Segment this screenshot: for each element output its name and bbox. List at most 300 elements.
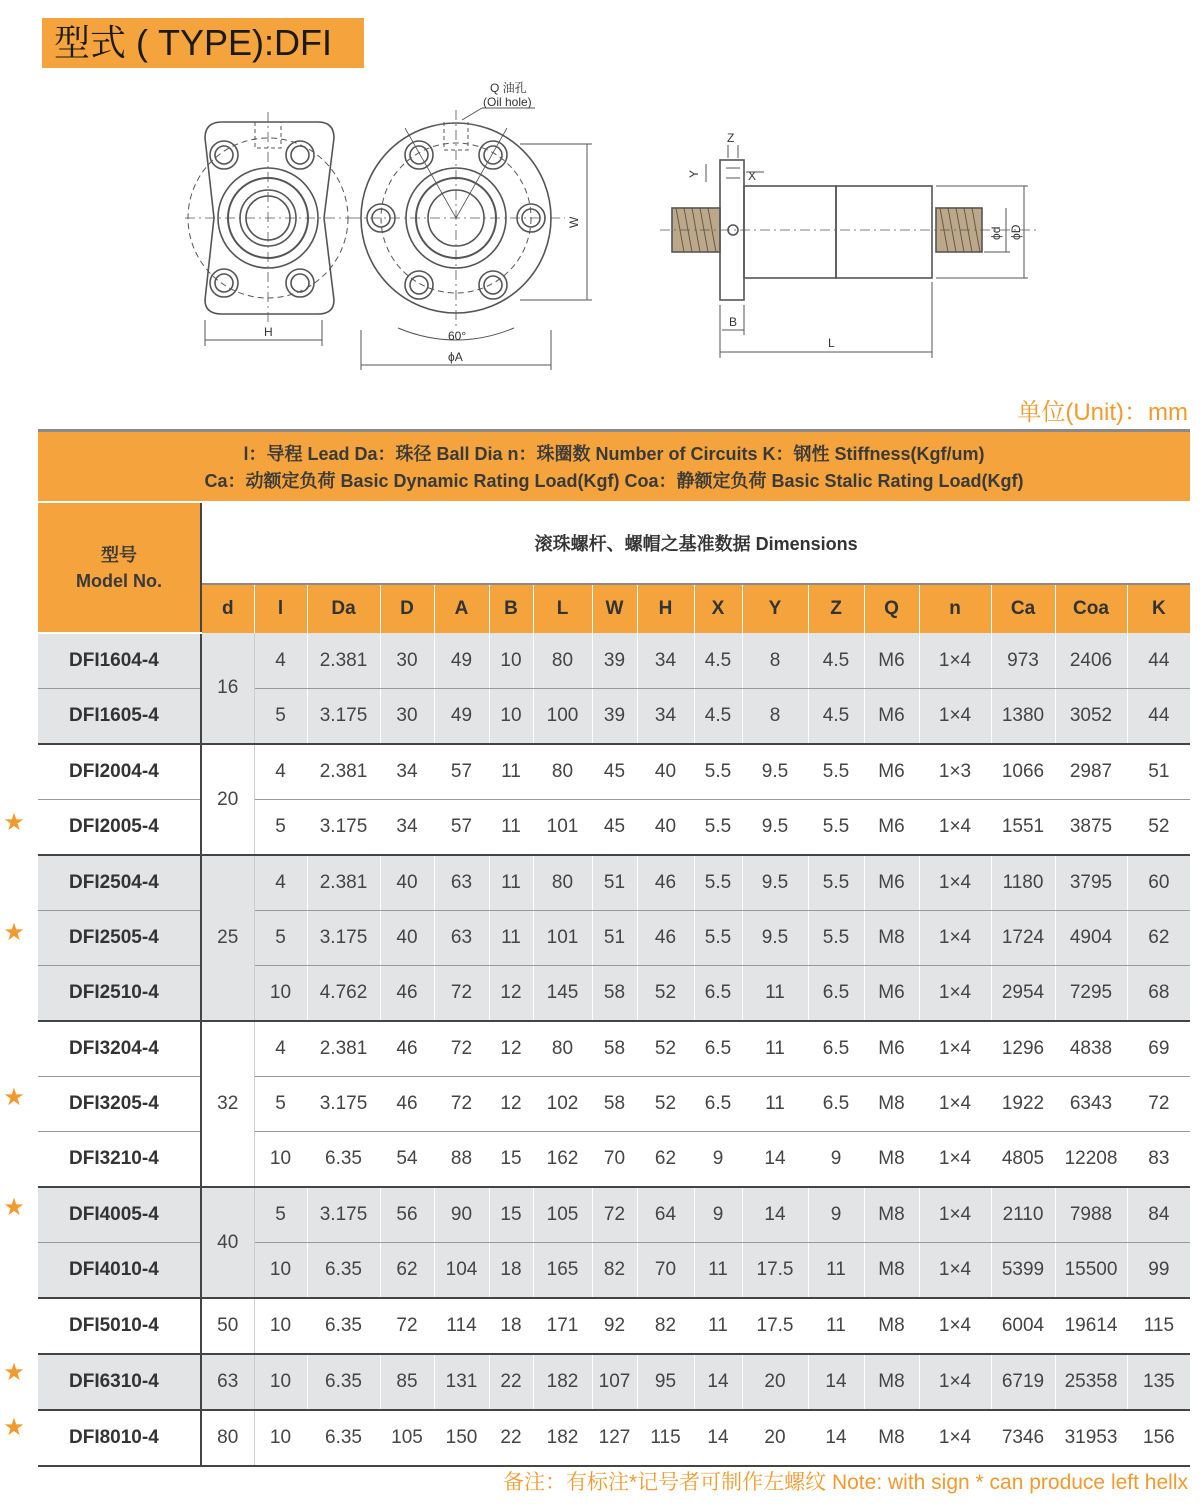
value-cell-b: 10	[489, 689, 533, 745]
value-cell-d: 62	[380, 1243, 434, 1299]
value-cell-w: 45	[592, 800, 637, 856]
value-cell-a: 72	[434, 966, 489, 1022]
value-cell-z: 4.5	[808, 689, 864, 745]
value-cell-n: 1×4	[919, 1021, 991, 1077]
dim-phi-a-label: ϕA	[448, 350, 463, 364]
value-cell-z: 6.5	[808, 1021, 864, 1077]
value-cell-l: 171	[533, 1298, 592, 1354]
value-cell-l: 10	[254, 1243, 307, 1299]
value-cell-k: 115	[1127, 1298, 1190, 1354]
d-cell: 50	[201, 1298, 254, 1354]
column-header-da: Da	[307, 584, 380, 633]
unit-label: 单位(Unit)：mm	[1017, 399, 1188, 426]
value-cell-d: 30	[380, 689, 434, 745]
value-cell-z: 4.5	[808, 633, 864, 689]
value-cell-b: 11	[489, 911, 533, 966]
value-cell-h: 62	[637, 1132, 694, 1188]
value-cell-w: 58	[592, 1021, 637, 1077]
value-cell-n: 1×3	[919, 744, 991, 800]
value-cell-x: 4.5	[694, 633, 742, 689]
value-cell-l: 5	[254, 911, 307, 966]
value-cell-z: 5.5	[808, 800, 864, 856]
oil-hole-label-en: (Oil hole)	[483, 95, 532, 109]
value-cell-q: M8	[864, 1077, 919, 1132]
value-cell-n: 1×4	[919, 633, 991, 689]
oil-hole-label-cn: Q 油孔	[490, 81, 527, 95]
value-cell-b: 12	[489, 1021, 533, 1077]
left-thread-star-icon: ★	[3, 919, 25, 946]
value-cell-b: 10	[489, 633, 533, 689]
value-cell-x: 5.5	[694, 911, 742, 966]
value-cell-d: 46	[380, 1077, 434, 1132]
value-cell-l: 10	[254, 1298, 307, 1354]
d-cell: 25	[201, 855, 254, 1021]
value-cell-l: 162	[533, 1132, 592, 1188]
value-cell-ca: 1180	[991, 855, 1055, 911]
value-cell-a: 104	[434, 1243, 489, 1299]
legend-line-1: l：导程 Lead Da：珠径 Ball Dia n：珠圈数 Number of Circuits K：钢性 Stiffness(Kgf/um)	[243, 444, 985, 464]
value-cell-k: 52	[1127, 800, 1190, 856]
value-cell-a: 90	[434, 1187, 489, 1243]
value-cell-h: 34	[637, 689, 694, 745]
value-cell-b: 11	[489, 744, 533, 800]
model-cell: DFI2505-4	[38, 911, 201, 966]
value-cell-l: 165	[533, 1243, 592, 1299]
value-cell-b: 11	[489, 855, 533, 911]
table-row	[38, 1410, 1190, 1466]
value-cell-k: 84	[1127, 1187, 1190, 1243]
value-cell-coa: 7988	[1055, 1187, 1127, 1243]
value-cell-a: 63	[434, 911, 489, 966]
value-cell-l: 80	[533, 633, 592, 689]
value-cell-d: 72	[380, 1298, 434, 1354]
d-cell: 20	[201, 744, 254, 855]
column-header-n: n	[919, 584, 991, 633]
model-cell: DFI1604-4	[38, 633, 201, 689]
value-cell-q: M8	[864, 1187, 919, 1243]
dim-x-label: X	[748, 169, 757, 183]
value-cell-y: 14	[742, 1132, 808, 1188]
value-cell-d: 40	[380, 855, 434, 911]
legend-bar	[38, 429, 1190, 501]
value-cell-w: 58	[592, 966, 637, 1022]
value-cell-y: 14	[742, 1187, 808, 1243]
value-cell-l: 5	[254, 1077, 307, 1132]
model-cell: DFI2504-4	[38, 855, 201, 911]
value-cell-n: 1×4	[919, 1410, 991, 1466]
value-cell-b: 22	[489, 1410, 533, 1466]
flange-front-view	[350, 108, 592, 370]
value-cell-ca: 7346	[991, 1410, 1055, 1466]
model-cell: DFI4005-4	[38, 1187, 201, 1243]
column-header-k: K	[1127, 584, 1190, 633]
column-header-row	[38, 584, 1190, 633]
table-row	[38, 633, 1190, 689]
column-header-ca: Ca	[991, 584, 1055, 633]
value-cell-q: M8	[864, 911, 919, 966]
model-cell: DFI2510-4	[38, 966, 201, 1022]
value-cell-y: 9.5	[742, 744, 808, 800]
value-cell-y: 9.5	[742, 911, 808, 966]
value-cell-l: 101	[533, 911, 592, 966]
value-cell-y: 20	[742, 1410, 808, 1466]
d-cell: 40	[201, 1187, 254, 1298]
value-cell-w: 92	[592, 1298, 637, 1354]
model-cell: DFI4010-4	[38, 1243, 201, 1299]
value-cell-n: 1×4	[919, 1298, 991, 1354]
value-cell-da: 2.381	[307, 744, 380, 800]
value-cell-h: 40	[637, 800, 694, 856]
value-cell-h: 52	[637, 1077, 694, 1132]
value-cell-y: 11	[742, 1021, 808, 1077]
value-cell-y: 8	[742, 633, 808, 689]
dim-l-label: L	[828, 336, 835, 350]
value-cell-coa: 15500	[1055, 1243, 1127, 1299]
value-cell-l: 80	[533, 855, 592, 911]
value-cell-q: M8	[864, 1410, 919, 1466]
left-thread-star-icon: ★	[3, 1414, 25, 1441]
value-cell-da: 2.381	[307, 855, 380, 911]
value-cell-n: 1×4	[919, 1243, 991, 1299]
value-cell-x: 5.5	[694, 800, 742, 856]
value-cell-l: 182	[533, 1354, 592, 1410]
value-cell-k: 72	[1127, 1077, 1190, 1132]
value-cell-a: 114	[434, 1298, 489, 1354]
dim-h-label: H	[264, 325, 273, 339]
value-cell-l: 80	[533, 744, 592, 800]
value-cell-x: 11	[694, 1298, 742, 1354]
legend-line-2: Ca：动额定负荷 Basic Dynamic Rating Load(Kgf) Coa：静额定负荷 Basic Stalic Rating Load(Kgf)	[204, 471, 1024, 491]
value-cell-k: 69	[1127, 1021, 1190, 1077]
value-cell-x: 14	[694, 1410, 742, 1466]
value-cell-b: 18	[489, 1298, 533, 1354]
value-cell-q: M6	[864, 689, 919, 745]
model-cell: DFI1605-4	[38, 689, 201, 745]
value-cell-a: 57	[434, 744, 489, 800]
value-cell-l: 102	[533, 1077, 592, 1132]
value-cell-l: 5	[254, 689, 307, 745]
value-cell-da: 3.175	[307, 800, 380, 856]
value-cell-coa: 2406	[1055, 633, 1127, 689]
value-cell-k: 62	[1127, 911, 1190, 966]
value-cell-l: 182	[533, 1410, 592, 1466]
value-cell-a: 150	[434, 1410, 489, 1466]
value-cell-d: 46	[380, 1021, 434, 1077]
model-cell: DFI3204-4	[38, 1021, 201, 1077]
dim-angle-label: 60°	[448, 329, 467, 343]
column-header-l: L	[533, 584, 592, 633]
value-cell-da: 4.762	[307, 966, 380, 1022]
value-cell-d: 105	[380, 1410, 434, 1466]
value-cell-da: 3.175	[307, 1077, 380, 1132]
value-cell-l: 4	[254, 855, 307, 911]
value-cell-h: 46	[637, 855, 694, 911]
value-cell-b: 12	[489, 1077, 533, 1132]
dim-z-label: Z	[727, 131, 735, 145]
value-cell-l: 5	[254, 1187, 307, 1243]
value-cell-x: 4.5	[694, 689, 742, 745]
value-cell-h: 34	[637, 633, 694, 689]
value-cell-x: 9	[694, 1132, 742, 1188]
value-cell-w: 51	[592, 855, 637, 911]
value-cell-z: 5.5	[808, 855, 864, 911]
column-header-y: Y	[742, 584, 808, 633]
value-cell-w: 51	[592, 911, 637, 966]
value-cell-b: 15	[489, 1187, 533, 1243]
value-cell-a: 49	[434, 633, 489, 689]
value-cell-coa: 19614	[1055, 1298, 1127, 1354]
dim-b-label: B	[729, 315, 738, 329]
value-cell-q: M8	[864, 1243, 919, 1299]
value-cell-l: 10	[254, 1354, 307, 1410]
column-header-coa: Coa	[1055, 584, 1127, 633]
value-cell-d: 34	[380, 800, 434, 856]
value-cell-ca: 2110	[991, 1187, 1055, 1243]
value-cell-x: 11	[694, 1243, 742, 1299]
value-cell-da: 6.35	[307, 1354, 380, 1410]
value-cell-h: 95	[637, 1354, 694, 1410]
value-cell-d: 54	[380, 1132, 434, 1188]
value-cell-l: 80	[533, 1021, 592, 1077]
model-cell: DFI3210-4	[38, 1132, 201, 1188]
value-cell-h: 70	[637, 1243, 694, 1299]
value-cell-coa: 12208	[1055, 1132, 1127, 1188]
value-cell-b: 11	[489, 800, 533, 856]
value-cell-k: 99	[1127, 1243, 1190, 1299]
column-header-w: W	[592, 584, 637, 633]
value-cell-d: 30	[380, 633, 434, 689]
value-cell-coa: 2987	[1055, 744, 1127, 800]
d-cell: 80	[201, 1410, 254, 1466]
dim-w-label: W	[567, 216, 581, 228]
technical-drawing	[0, 70, 1200, 380]
model-header-en: Model No.	[76, 570, 162, 591]
value-cell-k: 51	[1127, 744, 1190, 800]
value-cell-y: 9.5	[742, 800, 808, 856]
value-cell-ca: 1922	[991, 1077, 1055, 1132]
value-cell-x: 6.5	[694, 1077, 742, 1132]
value-cell-y: 17.5	[742, 1243, 808, 1299]
value-cell-da: 3.175	[307, 689, 380, 745]
table-row	[38, 1298, 1190, 1354]
value-cell-z: 9	[808, 1132, 864, 1188]
value-cell-y: 20	[742, 1354, 808, 1410]
value-cell-ca: 1551	[991, 800, 1055, 856]
value-cell-k: 60	[1127, 855, 1190, 911]
value-cell-ca: 6004	[991, 1298, 1055, 1354]
value-cell-q: M8	[864, 1298, 919, 1354]
value-cell-x: 14	[694, 1354, 742, 1410]
table-row	[38, 855, 1190, 911]
value-cell-b: 12	[489, 966, 533, 1022]
dim-phi-d-small-label: ϕd	[989, 226, 1003, 240]
value-cell-w: 127	[592, 1410, 637, 1466]
value-cell-l: 4	[254, 744, 307, 800]
value-cell-w: 39	[592, 633, 637, 689]
spec-table-body	[38, 633, 1190, 1466]
value-cell-ca: 1296	[991, 1021, 1055, 1077]
value-cell-da: 3.175	[307, 911, 380, 966]
value-cell-q: M6	[864, 800, 919, 856]
d-cell: 63	[201, 1354, 254, 1410]
value-cell-z: 5.5	[808, 911, 864, 966]
value-cell-w: 107	[592, 1354, 637, 1410]
dimensions-header: 滚珠螺杆、螺帽之基准数据 Dimensions	[201, 503, 1190, 584]
value-cell-q: M6	[864, 633, 919, 689]
left-thread-star-icon: ★	[3, 809, 25, 836]
value-cell-d: 85	[380, 1354, 434, 1410]
column-header-l: l	[254, 584, 307, 633]
value-cell-z: 5.5	[808, 744, 864, 800]
value-cell-ca: 1724	[991, 911, 1055, 966]
value-cell-z: 6.5	[808, 1077, 864, 1132]
value-cell-z: 11	[808, 1243, 864, 1299]
value-cell-da: 3.175	[307, 1187, 380, 1243]
value-cell-l: 101	[533, 800, 592, 856]
value-cell-l: 5	[254, 800, 307, 856]
model-cell: DFI2004-4	[38, 744, 201, 800]
value-cell-k: 44	[1127, 689, 1190, 745]
value-cell-w: 72	[592, 1187, 637, 1243]
column-header-q: Q	[864, 584, 919, 633]
value-cell-da: 2.381	[307, 633, 380, 689]
value-cell-w: 58	[592, 1077, 637, 1132]
model-cell: DFI5010-4	[38, 1298, 201, 1354]
value-cell-ca: 2954	[991, 966, 1055, 1022]
value-cell-coa: 4838	[1055, 1021, 1127, 1077]
value-cell-ca: 1066	[991, 744, 1055, 800]
value-cell-h: 64	[637, 1187, 694, 1243]
value-cell-l: 4	[254, 633, 307, 689]
value-cell-d: 56	[380, 1187, 434, 1243]
value-cell-h: 82	[637, 1298, 694, 1354]
value-cell-l: 10	[254, 1132, 307, 1188]
value-cell-n: 1×4	[919, 1077, 991, 1132]
column-header-z: Z	[808, 584, 864, 633]
value-cell-q: M8	[864, 1354, 919, 1410]
value-cell-n: 1×4	[919, 1187, 991, 1243]
value-cell-a: 57	[434, 800, 489, 856]
value-cell-da: 6.35	[307, 1410, 380, 1466]
value-cell-n: 1×4	[919, 855, 991, 911]
value-cell-y: 8	[742, 689, 808, 745]
nut-side-view	[660, 145, 1040, 358]
value-cell-w: 45	[592, 744, 637, 800]
value-cell-ca: 973	[991, 633, 1055, 689]
d-cell: 16	[201, 633, 254, 744]
value-cell-d: 46	[380, 966, 434, 1022]
column-header-b: B	[489, 584, 533, 633]
value-cell-h: 40	[637, 744, 694, 800]
flange-end-view	[185, 112, 350, 346]
value-cell-a: 49	[434, 689, 489, 745]
value-cell-ca: 5399	[991, 1243, 1055, 1299]
value-cell-h: 46	[637, 911, 694, 966]
value-cell-ca: 6719	[991, 1354, 1055, 1410]
value-cell-n: 1×4	[919, 966, 991, 1022]
value-cell-x: 5.5	[694, 855, 742, 911]
model-header	[38, 503, 201, 633]
d-cell: 32	[201, 1021, 254, 1187]
value-cell-z: 11	[808, 1298, 864, 1354]
value-cell-da: 6.35	[307, 1298, 380, 1354]
value-cell-y: 17.5	[742, 1298, 808, 1354]
value-cell-da: 2.381	[307, 1021, 380, 1077]
value-cell-l: 105	[533, 1187, 592, 1243]
value-cell-k: 83	[1127, 1132, 1190, 1188]
value-cell-h: 52	[637, 1021, 694, 1077]
value-cell-y: 11	[742, 966, 808, 1022]
value-cell-q: M6	[864, 744, 919, 800]
value-cell-coa: 6343	[1055, 1077, 1127, 1132]
value-cell-y: 11	[742, 1077, 808, 1132]
value-cell-a: 72	[434, 1077, 489, 1132]
column-header-a: A	[434, 584, 489, 633]
value-cell-coa: 25358	[1055, 1354, 1127, 1410]
model-header-cn: 型号	[101, 544, 137, 565]
value-cell-d: 34	[380, 744, 434, 800]
value-cell-coa: 3795	[1055, 855, 1127, 911]
value-cell-w: 70	[592, 1132, 637, 1188]
model-cell: DFI6310-4	[38, 1354, 201, 1410]
value-cell-n: 1×4	[919, 689, 991, 745]
left-thread-star-icon: ★	[3, 1359, 25, 1386]
value-cell-coa: 31953	[1055, 1410, 1127, 1466]
value-cell-k: 44	[1127, 633, 1190, 689]
table-row	[38, 1187, 1190, 1243]
spec-table	[38, 503, 1190, 1467]
value-cell-a: 131	[434, 1354, 489, 1410]
value-cell-ca: 4805	[991, 1132, 1055, 1188]
left-thread-star-icon: ★	[3, 1194, 25, 1221]
column-header-h: H	[637, 584, 694, 633]
value-cell-a: 72	[434, 1021, 489, 1077]
value-cell-z: 6.5	[808, 966, 864, 1022]
value-cell-l: 10	[254, 966, 307, 1022]
dim-phi-d-big-label: ϕD	[1009, 224, 1023, 240]
value-cell-d: 40	[380, 911, 434, 966]
value-cell-n: 1×4	[919, 1354, 991, 1410]
value-cell-x: 6.5	[694, 966, 742, 1022]
value-cell-da: 6.35	[307, 1132, 380, 1188]
table-row	[38, 1021, 1190, 1077]
table-row	[38, 744, 1190, 800]
value-cell-a: 88	[434, 1132, 489, 1188]
table-row	[38, 1354, 1190, 1410]
value-cell-coa: 4904	[1055, 911, 1127, 966]
value-cell-y: 9.5	[742, 855, 808, 911]
value-cell-da: 6.35	[307, 1243, 380, 1299]
value-cell-h: 52	[637, 966, 694, 1022]
value-cell-k: 135	[1127, 1354, 1190, 1410]
footnote: 备注：有标注*记号者可制作左螺纹 Note: with sign * can produce left hellx	[502, 1471, 1188, 1494]
value-cell-z: 14	[808, 1410, 864, 1466]
model-cell: DFI2005-4	[38, 800, 201, 856]
dim-y-label: Y	[687, 169, 701, 178]
value-cell-q: M6	[864, 1021, 919, 1077]
model-cell: DFI8010-4	[38, 1410, 201, 1466]
value-cell-x: 6.5	[694, 1021, 742, 1077]
value-cell-q: M6	[864, 966, 919, 1022]
value-cell-ca: 1380	[991, 689, 1055, 745]
value-cell-k: 68	[1127, 966, 1190, 1022]
value-cell-x: 5.5	[694, 744, 742, 800]
value-cell-l: 145	[533, 966, 592, 1022]
value-cell-coa: 7295	[1055, 966, 1127, 1022]
value-cell-coa: 3875	[1055, 800, 1127, 856]
column-header-d: D	[380, 584, 434, 633]
model-cell: DFI3205-4	[38, 1077, 201, 1132]
